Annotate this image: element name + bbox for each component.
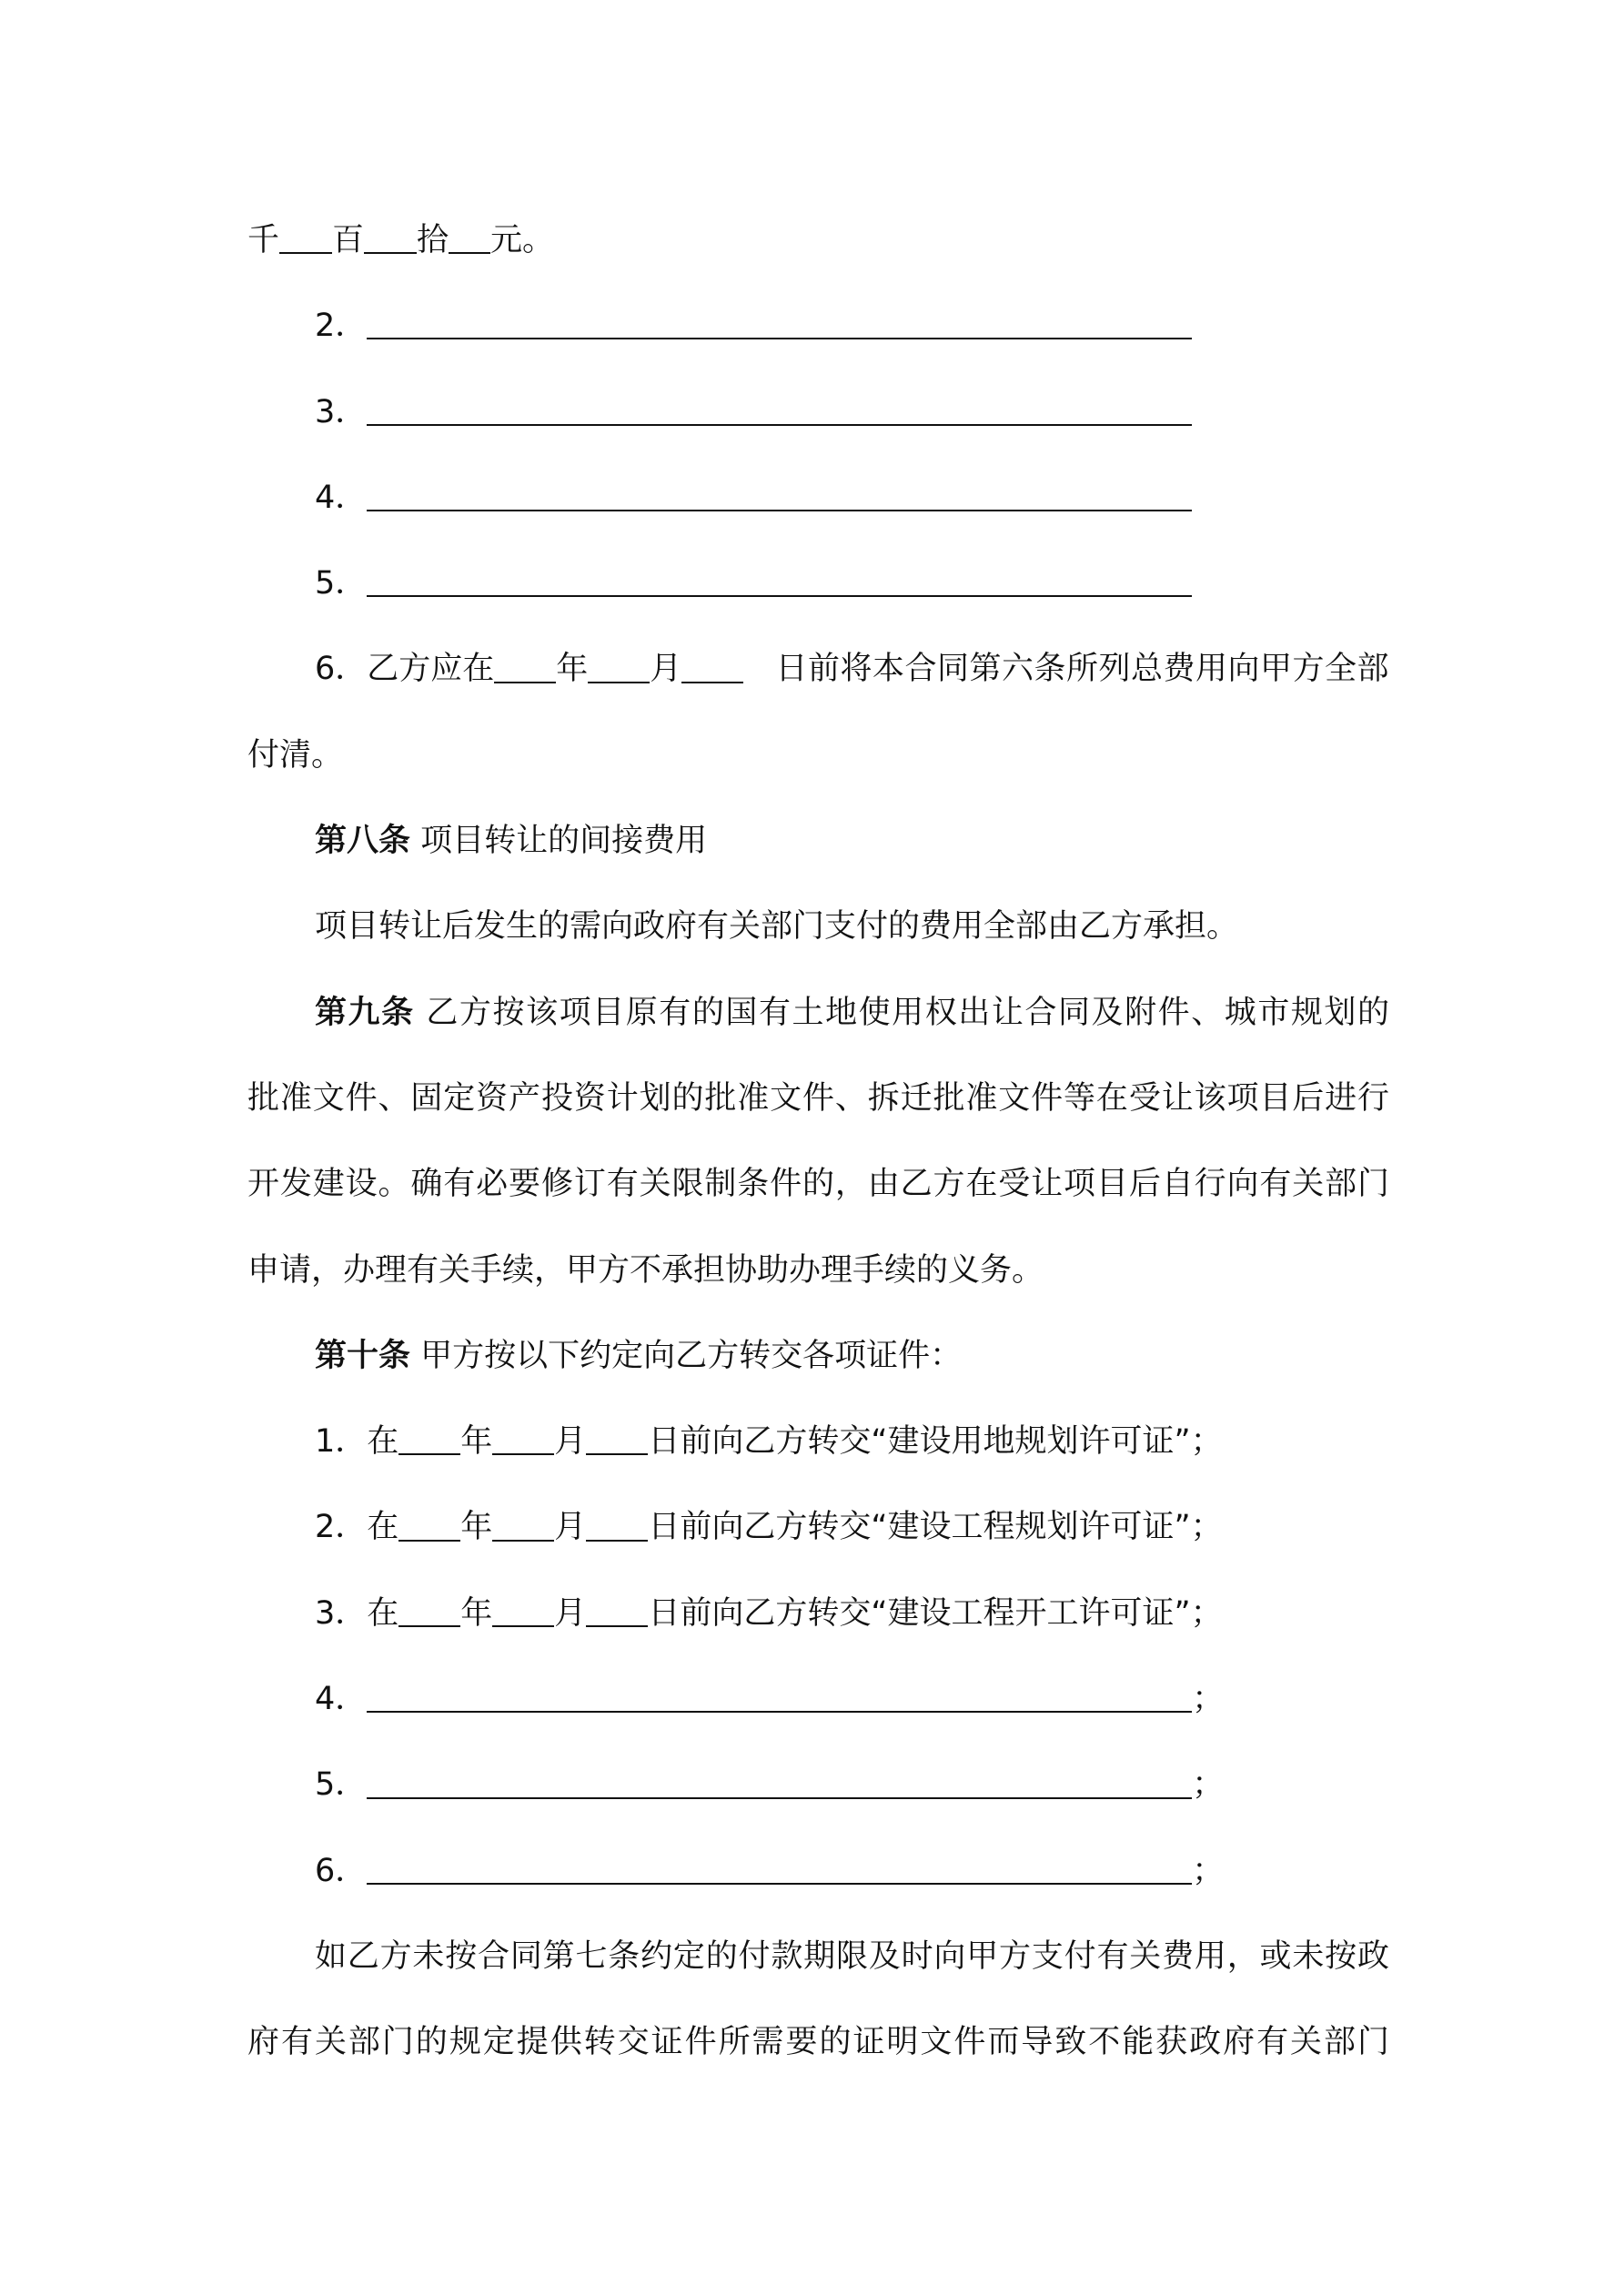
text: 6．乙方应在 xyxy=(315,651,495,688)
blank-field[interactable] xyxy=(492,1421,554,1455)
blank-field[interactable] xyxy=(492,1508,554,1542)
certificate-item-5 xyxy=(247,1742,1389,1827)
text: 日前将本合同第六条所列总费用向甲方全部 xyxy=(775,651,1389,688)
text: 日前向乙方转交“建设用地规划许可证”； xyxy=(648,1423,1223,1461)
payment-item-5 xyxy=(247,541,1389,626)
certificate-item-4 xyxy=(247,1656,1389,1742)
blank-field[interactable] xyxy=(367,1851,1192,1885)
blank-field[interactable] xyxy=(586,1593,648,1627)
payment-item-3 xyxy=(247,369,1389,455)
article-label: 第十条 xyxy=(315,1337,411,1374)
article-9-line-2: 批准文件、固定资产投资计划的批准文件、拆迁批准文件等在受让该项目后进行 xyxy=(247,1079,1389,1117)
blank-field[interactable] xyxy=(367,478,1192,511)
text: 日前向乙方转交“建设工程规划许可证”； xyxy=(648,1509,1223,1546)
text: ； xyxy=(1192,1681,1225,1718)
blank-field[interactable] xyxy=(586,1421,648,1455)
text: 日前向乙方转交“建设工程开工许可证”； xyxy=(648,1594,1223,1632)
payment-item-4 xyxy=(247,455,1389,541)
blank-field[interactable] xyxy=(398,1421,460,1455)
text: 年 xyxy=(460,1594,493,1632)
article-9-line-3: 开发建设。确有必要修订有关限制条件的，由乙方在受让项目后自行向有关部门 xyxy=(247,1166,1389,1203)
payment-item-2 xyxy=(247,283,1389,369)
blank-field[interactable] xyxy=(398,1508,460,1542)
certificate-item-6 xyxy=(247,1828,1389,1914)
article-8-heading xyxy=(247,798,1389,884)
payment-item-6 xyxy=(247,626,1389,712)
article-10-heading xyxy=(247,1313,1389,1399)
blank-field[interactable] xyxy=(494,650,556,683)
text: 月 xyxy=(554,1509,587,1546)
contract-page xyxy=(247,197,1389,2086)
item-number: 4． xyxy=(315,479,368,516)
payment-item-6-cont: 付清。 xyxy=(247,736,344,774)
article-title: 项目转让的间接费用 xyxy=(410,823,708,860)
amount-line xyxy=(247,197,1389,283)
article-label: 第九条 xyxy=(315,994,415,1031)
certificate-item-3 xyxy=(247,1571,1389,1656)
blank-field[interactable] xyxy=(588,650,650,683)
text: 1．在 xyxy=(315,1423,399,1461)
blank-field[interactable] xyxy=(279,220,332,254)
blank-field[interactable] xyxy=(367,306,1192,339)
text: 年 xyxy=(556,651,589,688)
article-8-body: 项目转让后发生的需向政府有关部门支付的费用全部由乙方承担。 xyxy=(315,908,1239,946)
blank-field[interactable] xyxy=(367,1679,1192,1713)
article-9-line-1 xyxy=(247,970,1389,1056)
text: 年 xyxy=(460,1423,493,1461)
text: 百 xyxy=(332,222,365,258)
text: 2．在 xyxy=(315,1509,399,1546)
text: 拾 xyxy=(417,222,449,258)
text: 月 xyxy=(554,1423,587,1461)
text: 元。 xyxy=(490,222,555,258)
article-title: 甲方按以下约定向乙方转交各项证件： xyxy=(410,1337,963,1374)
penalty-line-2: 府有关部门的规定提供转交证件所需要的证明文件而导致不能获政府有关部门 xyxy=(247,2024,1389,2061)
text: 千 xyxy=(247,222,280,258)
text: 年 xyxy=(460,1509,493,1546)
item-number: 3． xyxy=(315,393,368,430)
certificate-item-1 xyxy=(247,1399,1389,1484)
blank-field[interactable] xyxy=(367,1765,1192,1799)
penalty-line-1: 如乙方未按合同第七条约定的付款期限及时向甲方支付有关费用，或未按政 xyxy=(315,1937,1389,1975)
item-number: 5． xyxy=(315,1766,368,1804)
blank-field[interactable] xyxy=(367,563,1192,597)
text: 月 xyxy=(554,1594,587,1632)
text: ； xyxy=(1192,1766,1225,1804)
item-number: 4． xyxy=(315,1681,368,1718)
text: 3．在 xyxy=(315,1594,399,1632)
text: 乙方按该项目原有的国有土地使用权出让合同及附件、城市规划的 xyxy=(414,994,1389,1031)
blank-field[interactable] xyxy=(364,220,417,254)
certificate-item-2 xyxy=(247,1484,1389,1570)
article-9-line-4: 申请，办理有关手续，甲方不承担协助办理手续的义务。 xyxy=(247,1251,1044,1289)
text: 月 xyxy=(650,651,682,688)
blank-field[interactable] xyxy=(492,1593,554,1627)
item-number: 6． xyxy=(315,1852,368,1889)
item-number: 5． xyxy=(315,565,368,602)
blank-field[interactable] xyxy=(367,392,1192,426)
blank-field[interactable] xyxy=(681,650,743,683)
blank-field[interactable] xyxy=(398,1593,460,1627)
blank-field[interactable] xyxy=(449,220,490,254)
item-number: 2． xyxy=(315,308,368,345)
text: ； xyxy=(1192,1852,1225,1889)
article-label: 第八条 xyxy=(315,823,411,860)
blank-field[interactable] xyxy=(586,1508,648,1542)
